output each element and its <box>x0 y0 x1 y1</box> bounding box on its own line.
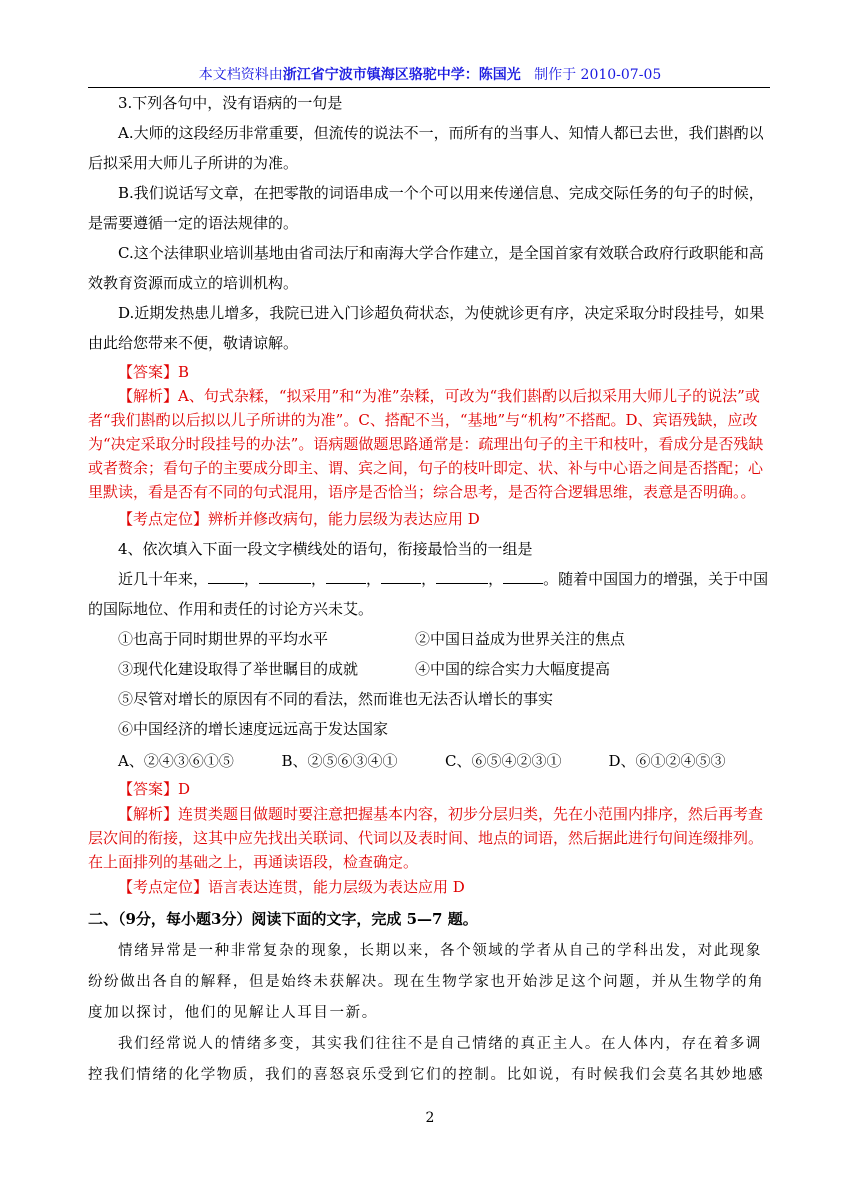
reading-paragraph: 情绪异常是一种非常复杂的现象，长期以来，各个领域的学者从自己的学科出发，对此现象纷纷做出各自的解释，但是始终未获解决。现在生物学家也开始涉足这个问题，并从生物学的角度加以探讨，他们的见解让人耳目一新。 <box>88 943 765 1021</box>
q4-options <box>88 624 772 744</box>
q4-option: ⑥中国经济的增长速度远远高于发达国家 <box>118 720 389 738</box>
q3-analysis: 【解析】A、句式杂糅，“拟采用”和“为准”杂糅，可改为“我们斟酌以后拟采用大师儿子的说法”或者“我们斟酌以后拟以儿子所讲的为准”。C、搭配不当，“基地”与“机构”不搭配。D、宾语残缺，应改为“决定采取分时段挂号的办法”。语病题做题思路通常是：疏理出句子的主干和枝叶，看成分是否残缺或者赘余；看句子的主要成分即主、谓、宾之间，句子的枝叶即定、状、补与中心语之间是否搭配；心里默读，看是否有不同的句式混用，语序是否恰当；综合思考，是否符合逻辑思维，表意是否明确。。 <box>88 387 764 501</box>
q4-option: ①也高于同时期世界的平均水平 <box>118 630 329 648</box>
q4-passage-start: 近几十年来， <box>118 570 209 588</box>
section-title: 二、（9分，每小题3分）阅读下面的文字，完成 5—7 题。 <box>88 910 478 928</box>
q3-option-c: C.这个法律职业培训基地由省司法厅和南海大学合作建立，是全国首家有效联合政府行政职能和高效教育资源而成立的培训机构。 <box>88 244 764 292</box>
q3-stem: 3.下列各句中，没有语病的一句是 <box>118 94 343 112</box>
reading-passage <box>88 936 772 1091</box>
page-header <box>0 66 860 84</box>
blank-line <box>381 583 421 584</box>
blank-line <box>259 583 311 584</box>
header-school: 浙江省宁波市镇海区骆驼中学：陈国光 <box>282 67 521 83</box>
q3-option-b: B.我们说话写文章，在把零散的词语串成一个个可以用来传递信息、完成交际任务的句子的时候，是需要遵循一定的语法规律的。 <box>88 184 764 232</box>
q4-option: ⑤尽管对增长的原因有不同的看法，然而谁也无法否认增长的事实 <box>118 690 554 708</box>
page-body <box>88 88 772 1091</box>
q4-choice-c: C、⑥⑤④②③① <box>445 752 562 770</box>
page-number: 2 <box>425 1110 435 1126</box>
blank-line <box>326 583 366 584</box>
q4-choices <box>88 746 772 776</box>
header-prefix: 本文档资料由 <box>198 67 283 83</box>
header-suffix: 制作于 2010-07-05 <box>534 67 662 83</box>
blank-line <box>208 583 244 584</box>
q4-choice-b: B、②⑤⑥③④① <box>281 752 398 770</box>
reading-paragraph: 我们经常说人的情绪多变，其实我们往往不是自己情绪的真正主人。在人体内，存在着多调控我们情绪的化学物质，我们的喜怒哀乐受到它们的控制。比如说，有时候我们会莫名其妙地感 <box>88 1036 765 1083</box>
q4-answer: 【答案】D <box>118 780 191 798</box>
q4-focus: 【考点定位】语言表达连贯，能力层级为表达应用 D <box>118 878 465 896</box>
blank-line <box>503 583 543 584</box>
q4-choice-a: A、②④③⑥①⑤ <box>118 752 234 770</box>
q4-option: ②中国日益成为世界关注的焦点 <box>415 630 626 648</box>
q3-option-d: D.近期发热患儿增多，我院已进入门诊超负荷状态，为使就诊更有序，决定采取分时段挂号，如果由此给您带来不便，敬请谅解。 <box>88 304 765 352</box>
q3-answer: 【答案】B <box>118 363 190 381</box>
q4-option: ③现代化建设取得了举世瞩目的成就 <box>118 660 359 678</box>
q3-focus: 【考点定位】辨析并修改病句，能力层级为表达应用 D <box>118 510 480 528</box>
q4-analysis: 【解析】连贯类题目做题时要注意把握基本内容，初步分层归类，先在小范围内排序，然后再考查层次间的衔接，这其中应先找出关联词、代词以及表时间、地点的词语，然后据此进行句间连缀排列。在上面排列的基础之上，再通读语段，检查确定。 <box>88 805 764 871</box>
q4-choice-d: D、⑥①②④⑤③ <box>608 752 726 770</box>
q4-solution <box>88 776 772 900</box>
q4-option: ④中国的综合实力大幅度提高 <box>415 660 611 678</box>
q4-passage-end: 。随着中国国力的增强，关于中国的国际地位、作用和责任的讨论方兴未艾。 <box>88 570 769 618</box>
blank-line <box>436 583 488 584</box>
q3-option-a: A.大师的这段经历非常重要，但流传的说法不一，而所有的当事人、知情人都已去世，我们斟酌以后拟采用大师儿子所讲的为准。 <box>88 124 764 172</box>
q3-solution <box>88 360 772 534</box>
q4-passage: 近几十年来， ， ， ， ， ， 。随着中国国力的增强，关于中国的国际地位、作用和责任的讨论方兴未艾。 <box>88 570 769 618</box>
q4-stem: 4、依次填入下面一段文字横线处的语句，衔接最恰当的一组是 <box>118 540 533 558</box>
